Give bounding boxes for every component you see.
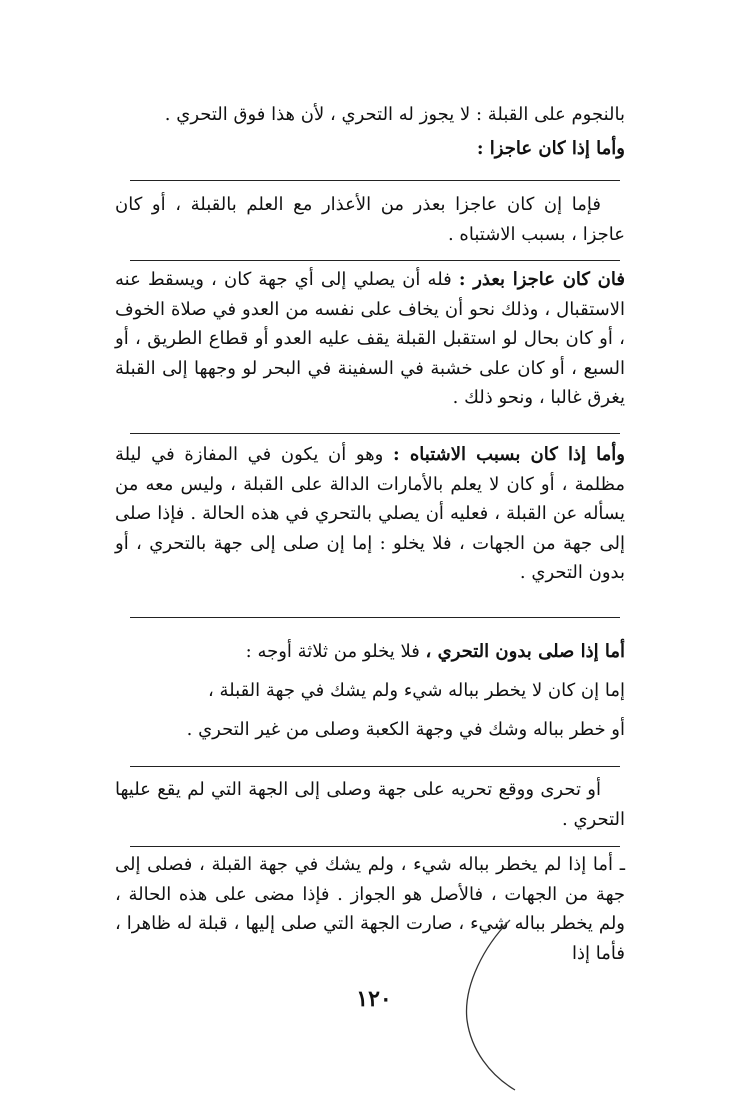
paragraph-3-lead: فان كان عاجزا بعذر : [458,269,625,290]
divider-1 [130,180,620,181]
page-number: ١٢٠ [356,986,392,1012]
divider-2 [130,260,620,261]
paragraph-8: أو تحرى ووقع تحريه على جهة وصلى إلى الجهة التي لم يقع عليها التحري . [115,779,625,830]
divider-3 [130,433,620,434]
text-block-2 [115,190,625,249]
paragraph-3 [115,265,625,413]
divider-4 [130,617,620,618]
paragraph-4-lead: وأما إذا كان بسبب الاشتباه : [393,444,625,465]
text-block-6 [115,775,625,834]
text-block-top [115,100,625,163]
paragraph-1: بالنجوم على القبلة : لا يجوز له التحري ، لأن هذا فوق التحري . [164,104,625,125]
divider-6 [130,846,620,847]
paragraph-9: ـ أما إذا لم يخطر بباله شيء ، ولم يشك في جهة القبلة ، فصلى إلى جهة من الجهات ، فالأصل هو الجواز . فإذا مضى على هذه الحالة ، ولم يخطر بباله شيء ، صارت الجهة التي صلى إليها ، قبلة له ظاهرا ، فأما إذا [115,854,625,964]
divider-5 [130,766,620,767]
text-block-3 [115,265,625,413]
paragraph-4 [115,440,625,588]
paragraph-5-body: فلا يخلو من ثلاثة أوجه : [245,641,426,662]
section-heading: وأما إذا كان عاجزا : [476,137,625,159]
paragraph-3-body: فله أن يصلي إلى أي جهة كان ، ويسقط عنه الاستقبال ، وذلك نحو أن يخاف على نفسه من العدو في صلاة الخوف ، أو كان بحال لو استقبل القبلة يقف عليه العدو أو قطاع الطريق ، أو السبع ، أو كان على خشبة في السفينة في البحر لو وجهها إلى القبلة يغرق غالبا ، ونحو ذلك . [115,269,625,408]
paragraph-4-body: وهو أن يكون في المفازة في ليلة مظلمة ، أو كان لا يعلم بالأمارات الدالة على القبلة ، وليس معه من يسأله عن القبلة ، فعليه أن يصلي بالتحري في هذه الحالة . فإذا صلى إلى جهة من الجهات ، فلا يخلو : إما إن صلى إلى جهة بالتحري ، أو بدون التحري . [115,444,625,583]
paragraph-5-lead: أما إذا صلى بدون التحري ، [425,641,625,662]
paragraph-5 [115,632,625,671]
paragraph-7: أو خطر بباله وشك في وجهة الكعبة وصلى من غير التحري . [186,719,625,740]
text-block-4 [115,440,625,588]
text-block-5 [115,632,625,749]
text-block-7 [115,850,625,968]
paragraph-2: فإما إن كان عاجزا بعذر من الأعذار مع العلم بالقبلة ، أو كان عاجزا ، بسبب الاشتباه . [115,194,625,245]
paragraph-6: إما إن كان لا يخطر بباله شيء ولم يشك في جهة القبلة ، [208,680,625,701]
